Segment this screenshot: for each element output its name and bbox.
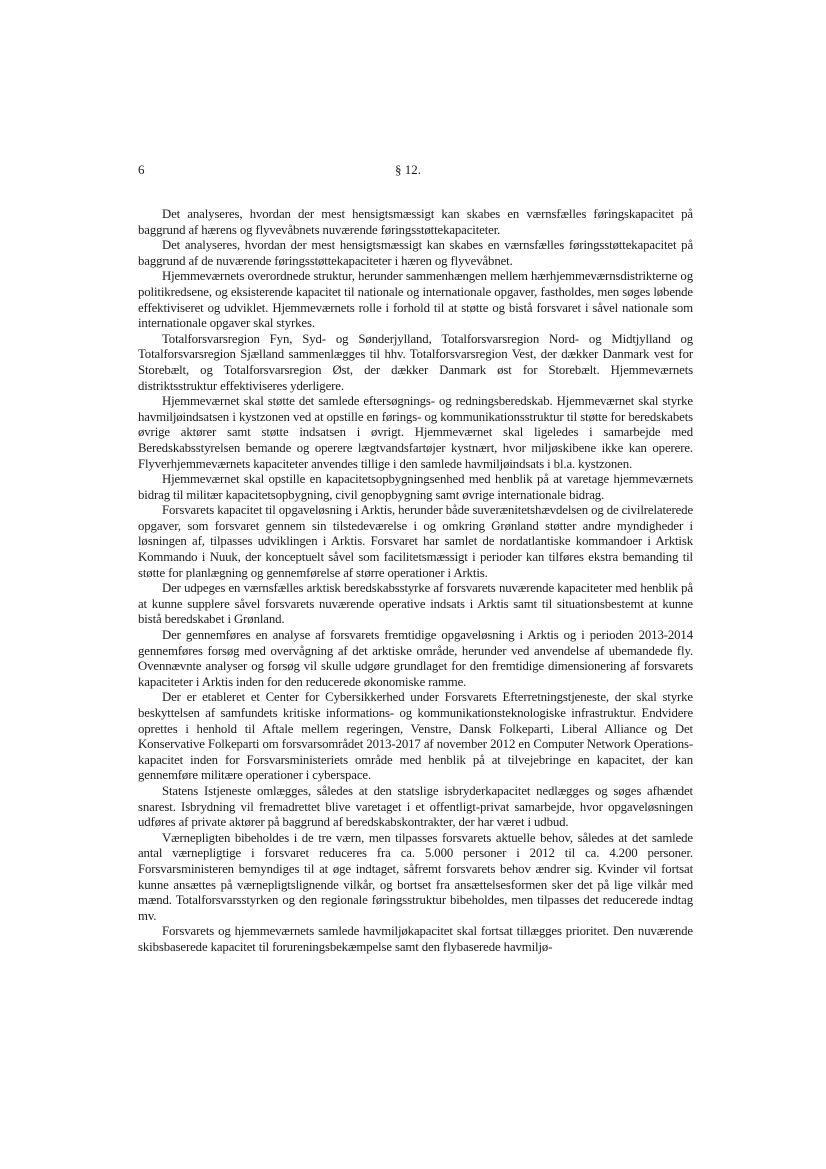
page-number: 6 <box>138 162 145 177</box>
paragraph: Værnepligten bibeholdes i de tre værn, men tilpasses forsvarets aktuelle behov, således at det samlede antal værnepligtige i forsvaret reduceres fra ca. 5.000 personer i 2012 til ca. 4.200 personer. Forsvarsministeren bemyndiges til at øge indtaget, såfremt forsvarets behov ændrer sig. Kvinder vil fortsat kunne ansættes på værnepligtslignende vilkår, og bortset fra ansættelsesformen sker det på lige vilkår med mænd. Totalforsvarsstyrken og den regionale føringsstruktur bibeholdes, men tilpasses det reducerede indtag mv. <box>138 830 693 923</box>
paragraph: Statens Istjeneste omlægges, således at den statslige isbryderkapacitet nedlægges og søges afhændet snarest. Isbrydning vil fremadrettet blive varetaget i et offentligt-privat samarbejde, hvor opgaveløsningen udføres af private aktører på baggrund af beredskabskontrakter, der har været i udbud. <box>138 783 693 830</box>
paragraph: Forsvarets kapacitet til opgaveløsning i Arktis, herunder både suverænitetshævdelsen og de civilrelaterede opgaver, som forsvaret gennem sin tilstedeværelse i og omkring Grønland støtter andre myndigheder i løsningen af, tilpasses udviklingen i Arktis. Forsvaret har samlet de nordatlantiske kommandoer i Arktisk Kommando i Nuuk, der konceptuelt såvel som facilitetsmæssigt i perioder kan tilføres ekstra bemanding til støtte for planlægning og gennemførelse af større operationer i Arktis. <box>138 503 693 580</box>
paragraph: Der udpeges en værnsfælles arktisk beredskabsstyrke af forsvarets nuværende kapaciteter med henblik på at kunne supplere såvel forsvarets nuværende operative indsats i Arktis samt til situationsbestemt at kunne bistå beredskabet i Grønland. <box>138 581 693 627</box>
paragraph: Hjemmeværnets overordnede struktur, herunder sammenhængen mellem hærhjemmeværnsdistrikterne og politikredsene, og eksisterende kapacitet til nationale og internationale opgaver, fastholdes, men søges løbende effektiviseret og udviklet. Hjemmeværnets rolle i forhold til at støtte og bistå forsvaret i såvel nationale som internationale opgaver skal styrkes. <box>138 269 693 331</box>
paragraph: Forsvarets og hjemmeværnets samlede havmiljøkapacitet skal fortsat tillægges prioritet. Den nuværende skibsbaserede kapacitet til forureningsbekæmpelse samt den flybaserede havmiljø- <box>138 924 693 954</box>
section-heading: § 12. <box>395 162 421 177</box>
paragraph: Totalforsvarsregion Fyn, Syd- og Sønderjylland, Totalforsvarsregion Nord- og Midtjylland og Totalforsvarsregion Sjælland sammenlægges til hhv. Totalforsvarsregion Vest, der dækker Danmark vest for Storebælt, og Totalforsvarsregion Øst, der dækker Danmark øst for Storebælt. Hjemmeværnets distriktsstruktur effektiviseres yderligere. <box>138 331 693 393</box>
paragraph: Der er etableret et Center for Cybersikkerhed under Forsvarets Efterretningstjeneste, der skal styrke beskyttelsen af samfundets kritiske informations- og kommunikationsteknologiske infrastruktur. Endvidere oprettes i henhold til Aftale mellem regeringen, Venstre, Dansk Folkeparti, Liberal Alliance og Det Konservative Folkeparti om forsvarsområdet 2013-2017 af november 2012 en Computer Network Operations-kapacitet inden for Forsvarsministeriets område med henblik på at tilvejebringe en kapacitet, der kan gennemføre militære operationer i cyberspace. <box>138 690 693 783</box>
paragraph: Det analyseres, hvordan der mest hensigtsmæssigt kan skabes en værnsfælles føringskapacitet på baggrund af hærens og flyvevåbnets nuværende føringsstøttekapaciteter. <box>138 207 693 237</box>
body-text <box>138 207 693 956</box>
paragraph: Hjemmeværnet skal støtte det samlede eftersøgnings- og redningsberedskab. Hjemmeværnet skal styrke havmiljøindsatsen i kystzonen ved at opstille en førings- og kommunikationsstruktur til støtte for beredskabets øvrige aktører samt støtte indsatsen i øvrigt. Hjemmeværnet skal ligeledes i samarbejde med Beredskabsstyrelsen bemande og operere lægtvandsfartøjer kystnært, hvor miljøskibene ikke kan operere. Flyverhjemmeværnets kapaciteter anvendes tillige i den samlede havmiljøindsats i bl.a. kystzonen. <box>138 394 693 471</box>
paragraph: Hjemmeværnet skal opstille en kapacitetsopbygningsenhed med henblik på at varetage hjemmeværnets bidrag til militær kapacitetsopbygning, civil genopbygning samt øvrige internationale bidrag. <box>138 472 693 502</box>
paragraph: Det analyseres, hvordan der mest hensigtsmæssigt kan skabes en værnsfælles føringsstøttekapacitet på baggrund af de nuværende føringsstøttekapaciteter i hæren og flyvevåbnet. <box>138 238 693 268</box>
paragraph: Der gennemføres en analyse af forsvarets fremtidige opgaveløsning i Arktis og i perioden 2013-2014 gennemføres forsøg med overvågning af det arktiske område, herunder ved anvendelse af ubemandede fly. Ovennævnte analyser og forsøg vil skulle udgøre grundlaget for den fremtidige dimensionering af forsvarets kapaciteter i Arktis inden for den reducerede økonomiske ramme. <box>138 628 693 689</box>
